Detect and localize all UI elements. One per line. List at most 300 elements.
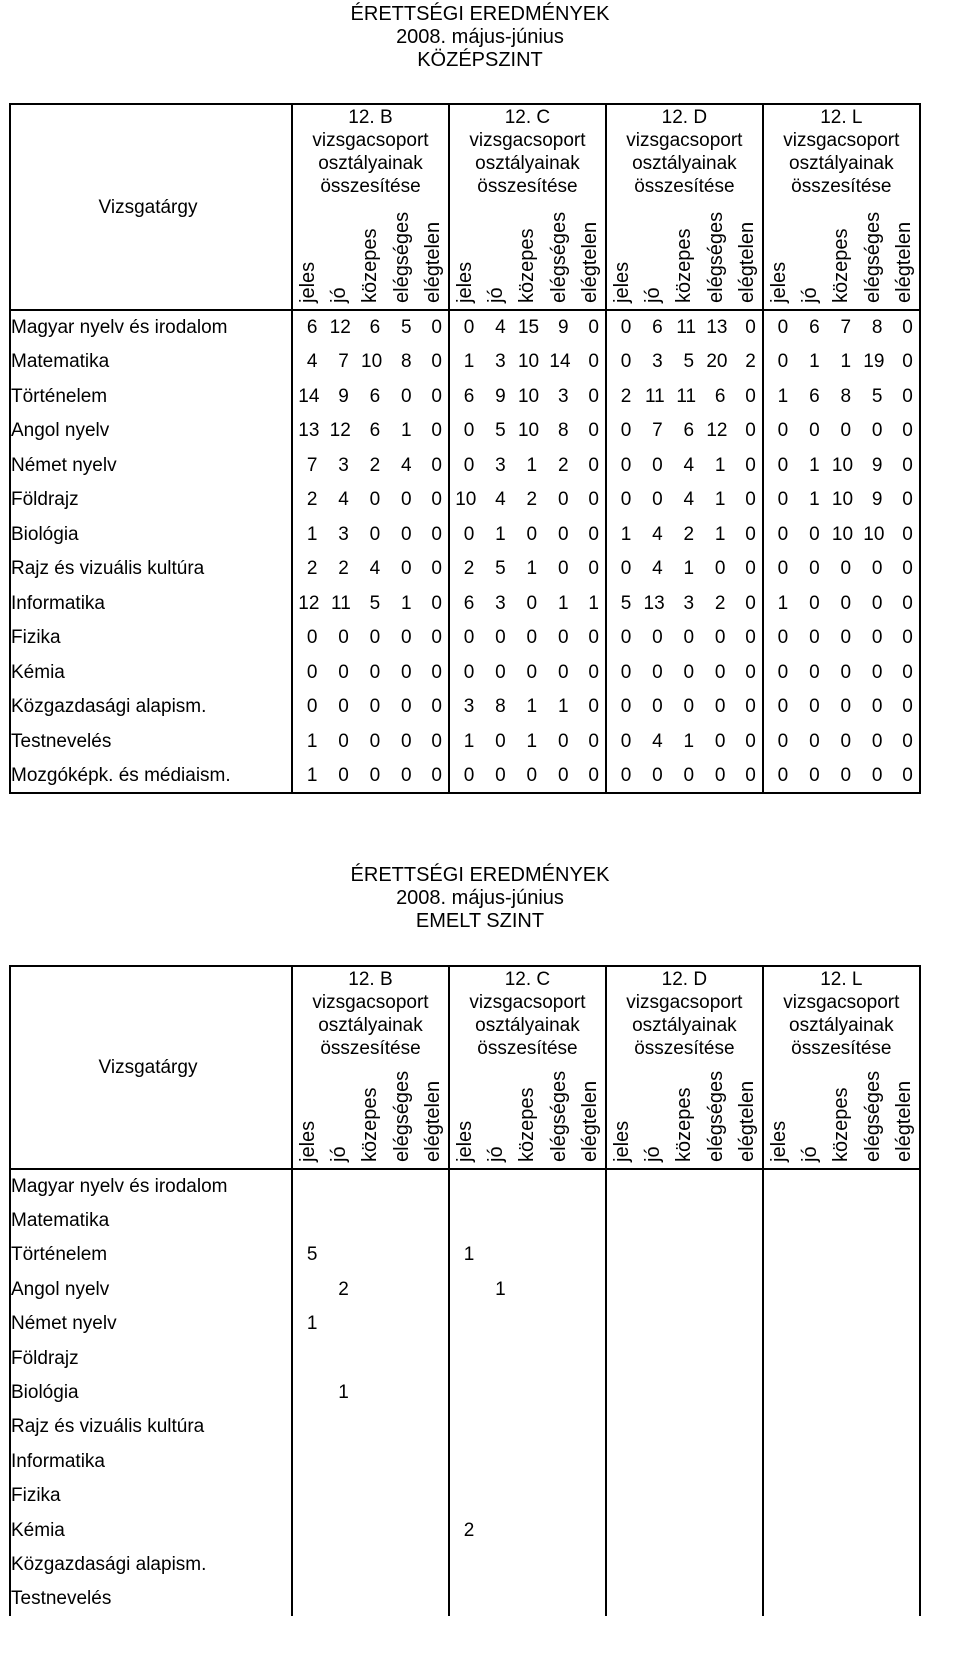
value-cell: 0 — [888, 379, 919, 414]
subject-name: Történelem — [10, 379, 292, 414]
value-cell — [418, 1169, 449, 1203]
value-cell: 0 — [871, 696, 883, 718]
value-cell: 4 — [683, 489, 695, 511]
value-cell — [606, 1582, 637, 1616]
value-cell: 0 — [575, 517, 606, 552]
value-cell — [449, 1307, 480, 1341]
value-cell — [763, 1169, 794, 1203]
section-1-title — [0, 3, 960, 72]
value-cell: 0 — [652, 627, 663, 649]
value-cell: 0 — [557, 558, 569, 580]
value-cell: 11 — [676, 317, 697, 339]
value-cell: 3 — [683, 592, 695, 614]
value-cell — [888, 1272, 919, 1306]
value-cell — [543, 1307, 574, 1341]
value-cell — [355, 1203, 386, 1237]
value-cell — [292, 1169, 323, 1203]
value-cell — [418, 1444, 449, 1478]
value-cell: 0 — [714, 661, 726, 683]
value-cell — [543, 1272, 574, 1306]
value-cell: 2 — [369, 454, 381, 476]
value-cell: 3 — [338, 454, 349, 476]
value-cell — [700, 1341, 731, 1375]
value-cell — [512, 1272, 543, 1306]
value-cell — [700, 1547, 731, 1581]
value-cell — [888, 1444, 919, 1478]
value-cell — [418, 1513, 449, 1547]
value-cell: 0 — [731, 552, 762, 587]
title-line: EMELT SZINT — [415, 910, 545, 932]
value-cell — [449, 1341, 480, 1375]
grade-label: elégtelen — [735, 221, 758, 303]
value-cell: 8 — [840, 385, 852, 407]
value-cell: 0 — [418, 517, 449, 552]
value-cell — [418, 1307, 449, 1341]
value-cell — [543, 1203, 574, 1237]
value-cell — [637, 1513, 668, 1547]
value-cell: 0 — [557, 661, 569, 683]
value-cell — [606, 1272, 637, 1306]
grade-header — [449, 204, 480, 310]
value-cell — [449, 1272, 480, 1306]
value-cell — [669, 1479, 700, 1513]
value-cell — [794, 1410, 825, 1444]
value-cell: 0 — [306, 627, 318, 649]
value-cell — [794, 1238, 825, 1272]
table-row — [10, 690, 920, 725]
subject-name: Informatika — [10, 1444, 292, 1478]
value-cell: 1 — [683, 558, 695, 580]
value-cell: 0 — [575, 690, 606, 725]
grade-label: elégtelen — [578, 221, 601, 303]
value-cell: 0 — [888, 310, 919, 345]
value-cell — [355, 1444, 386, 1478]
table-row — [10, 1238, 920, 1272]
subject-name: Magyar nyelv és irodalom — [10, 1169, 292, 1203]
value-cell: 2 — [338, 1278, 349, 1300]
value-cell — [386, 1582, 417, 1616]
value-cell: 0 — [575, 483, 606, 518]
value-cell — [700, 1410, 731, 1444]
value-cell — [480, 1582, 511, 1616]
value-cell: 1 — [714, 454, 726, 476]
value-cell — [700, 1238, 731, 1272]
value-cell: 12 — [706, 420, 728, 442]
value-cell — [512, 1479, 543, 1513]
value-cell: 1 — [557, 696, 569, 718]
value-cell: 0 — [620, 696, 632, 718]
value-cell — [480, 1307, 511, 1341]
value-cell: 1 — [777, 592, 789, 614]
value-cell — [323, 1169, 354, 1203]
value-cell — [637, 1341, 668, 1375]
value-cell: 5 — [369, 592, 381, 614]
value-cell: 9 — [338, 385, 349, 407]
value-cell — [606, 1375, 637, 1409]
value-cell — [826, 1203, 857, 1237]
value-cell — [669, 1341, 700, 1375]
value-cell — [763, 1410, 794, 1444]
grade-label: jeles — [768, 261, 791, 303]
value-cell: 0 — [418, 483, 449, 518]
value-cell — [794, 1169, 825, 1203]
value-cell — [323, 1307, 354, 1341]
value-cell — [323, 1582, 354, 1616]
value-cell: 0 — [418, 690, 449, 725]
value-cell — [606, 1341, 637, 1375]
grade-header — [669, 1067, 700, 1169]
grade-label: elégséges — [704, 211, 727, 303]
value-cell: 5 — [400, 317, 412, 339]
grade-header — [637, 204, 668, 310]
value-cell: 2 — [463, 1519, 475, 1541]
group-header-line: osztályainak — [632, 153, 737, 174]
value-cell: 0 — [888, 448, 919, 483]
value-cell — [888, 1513, 919, 1547]
value-cell: 0 — [575, 310, 606, 345]
value-cell: 1 — [463, 351, 475, 373]
group-header-line: vizsgacsoport — [312, 992, 429, 1013]
value-cell: 0 — [386, 759, 417, 794]
subject-name: Földrajz — [10, 1341, 292, 1375]
value-cell: 6 — [652, 317, 663, 339]
value-cell: 0 — [731, 724, 762, 759]
value-cell — [292, 1444, 323, 1478]
value-cell — [292, 1582, 323, 1616]
value-cell — [480, 1410, 511, 1444]
value-cell: 10 — [361, 351, 383, 373]
value-cell: 13 — [298, 420, 320, 442]
value-cell: 2 — [557, 454, 569, 476]
grade-header — [700, 204, 731, 310]
value-cell — [857, 1513, 888, 1547]
value-cell — [794, 1341, 825, 1375]
value-cell: 2 — [306, 489, 318, 511]
grade-header — [512, 204, 543, 310]
value-cell — [763, 1513, 794, 1547]
value-cell: 8 — [871, 317, 883, 339]
subject-name: Német nyelv — [10, 1307, 292, 1341]
value-cell: 1 — [557, 592, 569, 614]
value-cell: 0 — [809, 627, 820, 649]
value-cell — [826, 1341, 857, 1375]
title-line: 2008. május-június — [396, 26, 564, 48]
value-cell — [637, 1203, 668, 1237]
value-cell: 0 — [418, 759, 449, 794]
value-cell: 6 — [714, 385, 726, 407]
value-cell: 1 — [526, 454, 538, 476]
section-2-title — [0, 864, 960, 933]
value-cell: 11 — [676, 385, 697, 407]
value-cell — [386, 1444, 417, 1478]
value-cell: 19 — [863, 351, 885, 373]
value-cell — [637, 1169, 668, 1203]
value-cell — [731, 1479, 762, 1513]
value-cell: 0 — [369, 489, 381, 511]
value-cell — [449, 1479, 480, 1513]
value-cell: 2 — [463, 558, 475, 580]
value-cell: 0 — [652, 661, 663, 683]
subject-name: Közgazdasági alapism. — [10, 1547, 292, 1581]
group-header — [763, 104, 920, 204]
value-cell — [606, 1547, 637, 1581]
value-cell — [857, 1169, 888, 1203]
group-header-line: 12. C — [504, 107, 551, 128]
table-row — [10, 414, 920, 449]
value-cell — [386, 1203, 417, 1237]
value-cell — [355, 1582, 386, 1616]
value-cell — [637, 1375, 668, 1409]
grade-label: elégtelen — [892, 1080, 915, 1162]
value-cell — [355, 1272, 386, 1306]
value-cell: 10 — [517, 420, 540, 442]
group-header — [606, 104, 763, 204]
grade-label: jeles — [297, 261, 320, 303]
grade-label: közepes — [830, 1087, 853, 1162]
value-cell — [794, 1547, 825, 1581]
value-cell — [700, 1375, 731, 1409]
value-cell — [575, 1169, 606, 1203]
value-cell: 0 — [480, 759, 511, 794]
value-cell: 3 — [495, 454, 506, 476]
value-cell: 0 — [700, 759, 731, 794]
value-cell — [606, 1479, 637, 1513]
results-table-emelt-szint — [9, 965, 921, 1616]
group-header — [449, 104, 606, 204]
title-line: 2008. május-június — [396, 887, 564, 909]
value-cell: 0 — [777, 351, 789, 373]
value-cell — [543, 1444, 574, 1478]
value-cell — [292, 1513, 323, 1547]
value-cell — [857, 1272, 888, 1306]
value-cell: 10 — [831, 454, 854, 476]
value-cell: 0 — [369, 661, 381, 683]
value-cell: 0 — [731, 310, 762, 345]
group-header-line: vizsgacsoport — [626, 992, 743, 1013]
value-cell: 0 — [449, 759, 480, 794]
value-cell: 0 — [369, 627, 381, 649]
value-cell — [888, 1582, 919, 1616]
value-cell: 0 — [463, 661, 475, 683]
value-cell: 0 — [777, 730, 789, 752]
value-cell — [480, 1444, 511, 1478]
value-cell: 0 — [871, 420, 883, 442]
value-cell — [669, 1238, 700, 1272]
table-row — [10, 1307, 920, 1341]
value-cell — [292, 1272, 323, 1306]
value-cell — [731, 1375, 762, 1409]
value-cell — [731, 1513, 762, 1547]
value-cell — [606, 1203, 637, 1237]
value-cell: 12 — [329, 317, 351, 339]
table-row — [10, 586, 920, 621]
grade-header — [669, 204, 700, 310]
value-cell: 0 — [731, 448, 762, 483]
value-cell — [543, 1341, 574, 1375]
grade-label: elégtelen — [735, 1080, 758, 1162]
value-cell: 1 — [526, 558, 538, 580]
grade-header — [700, 1067, 731, 1169]
grade-label: közepes — [673, 228, 696, 303]
value-cell — [543, 1513, 574, 1547]
value-cell — [669, 1375, 700, 1409]
value-cell: 0 — [575, 621, 606, 656]
subject-name: Matematika — [10, 1203, 292, 1237]
value-cell: 0 — [652, 696, 663, 718]
value-cell — [857, 1375, 888, 1409]
group-header-line: vizsgacsoport — [312, 130, 429, 151]
grade-label: közepes — [516, 228, 539, 303]
value-cell — [480, 1375, 511, 1409]
grade-header — [888, 1067, 919, 1169]
value-cell: 0 — [495, 627, 506, 649]
value-cell — [449, 1203, 480, 1237]
value-cell — [386, 1307, 417, 1341]
value-cell: 0 — [683, 627, 695, 649]
value-cell: 4 — [338, 489, 349, 511]
grade-label: jeles — [297, 1120, 320, 1162]
value-cell — [731, 1341, 762, 1375]
value-cell — [700, 1513, 731, 1547]
value-cell: 0 — [777, 317, 789, 339]
value-cell — [700, 1307, 731, 1341]
value-cell — [418, 1375, 449, 1409]
value-cell — [512, 1169, 543, 1203]
value-cell — [543, 1375, 574, 1409]
value-cell: 0 — [871, 627, 883, 649]
grade-header — [512, 1067, 543, 1169]
value-cell — [731, 1547, 762, 1581]
value-cell: 0 — [557, 523, 569, 545]
value-cell: 6 — [369, 385, 381, 407]
value-cell: 0 — [794, 759, 825, 794]
value-cell — [857, 1410, 888, 1444]
value-cell: 0 — [888, 552, 919, 587]
group-header-line: összesítése — [791, 1038, 892, 1059]
value-cell — [575, 1582, 606, 1616]
value-cell: 0 — [888, 690, 919, 725]
subject-name: Biológia — [10, 517, 292, 552]
value-cell: 1 — [809, 351, 820, 373]
grade-header — [449, 1067, 480, 1169]
value-cell — [763, 1203, 794, 1237]
value-cell: 0 — [731, 483, 762, 518]
value-cell — [731, 1272, 762, 1306]
value-cell: 0 — [306, 696, 318, 718]
group-header-line: összesítése — [320, 176, 421, 197]
group-header-line: vizsgacsoport — [626, 130, 743, 151]
value-cell — [731, 1307, 762, 1341]
value-cell: 0 — [888, 655, 919, 690]
value-cell: 0 — [763, 759, 794, 794]
grade-label: jeles — [611, 1120, 634, 1162]
value-cell: 0 — [888, 724, 919, 759]
value-cell: 2 — [338, 558, 349, 580]
value-cell: 0 — [355, 759, 386, 794]
grade-header — [575, 204, 606, 310]
subject-name: Rajz és vizuális kultúra — [10, 1410, 292, 1444]
value-cell: 0 — [809, 730, 820, 752]
value-cell: 0 — [871, 592, 883, 614]
value-cell — [606, 1444, 637, 1478]
subject-name: Testnevelés — [10, 1582, 292, 1616]
value-cell — [763, 1444, 794, 1478]
value-cell: 0 — [620, 454, 632, 476]
value-cell — [888, 1341, 919, 1375]
value-cell: 0 — [714, 627, 726, 649]
subject-name: Földrajz — [10, 483, 292, 518]
value-cell — [888, 1547, 919, 1581]
table-row — [10, 483, 920, 518]
value-cell — [826, 1444, 857, 1478]
group-header-line: osztályainak — [475, 1015, 580, 1036]
value-cell — [606, 1513, 637, 1547]
value-cell — [826, 1410, 857, 1444]
value-cell — [857, 1238, 888, 1272]
value-cell: 3 — [652, 351, 663, 373]
value-cell — [418, 1582, 449, 1616]
value-cell: 0 — [418, 655, 449, 690]
value-cell: 1 — [526, 696, 538, 718]
value-cell — [543, 1582, 574, 1616]
value-cell: 3 — [338, 523, 349, 545]
value-cell — [480, 1513, 511, 1547]
grade-header — [386, 1067, 417, 1169]
value-cell — [418, 1547, 449, 1581]
value-cell — [575, 1479, 606, 1513]
value-cell — [826, 1375, 857, 1409]
grade-header — [826, 204, 857, 310]
value-cell — [637, 1307, 668, 1341]
value-cell: 0 — [888, 621, 919, 656]
value-cell — [606, 1307, 637, 1341]
value-cell: 0 — [871, 661, 883, 683]
grade-label: elégséges — [547, 211, 570, 303]
subject-column-header: Vizsgatárgy — [10, 966, 292, 1169]
value-cell — [512, 1307, 543, 1341]
grade-header — [763, 1067, 794, 1169]
value-cell: 2 — [526, 489, 538, 511]
subject-name: Angol nyelv — [10, 1272, 292, 1306]
subject-name: Kémia — [10, 655, 292, 690]
value-cell: 0 — [888, 586, 919, 621]
value-cell: 0 — [463, 317, 475, 339]
value-cell: 0 — [731, 621, 762, 656]
value-cell: 9 — [871, 489, 883, 511]
table-row — [10, 1410, 920, 1444]
group-header-line: osztályainak — [318, 153, 423, 174]
value-cell: 0 — [731, 655, 762, 690]
value-cell: 0 — [418, 586, 449, 621]
value-cell — [731, 1410, 762, 1444]
group-header — [606, 966, 763, 1067]
value-cell: 0 — [338, 627, 349, 649]
value-cell — [888, 1375, 919, 1409]
value-cell — [826, 1169, 857, 1203]
value-cell — [606, 1169, 637, 1203]
value-cell: 0 — [888, 345, 919, 380]
value-cell — [637, 1238, 668, 1272]
value-cell: 0 — [809, 661, 820, 683]
value-cell — [794, 1444, 825, 1478]
value-cell: 1 — [620, 523, 632, 545]
value-cell: 0 — [463, 420, 475, 442]
value-cell — [543, 1169, 574, 1203]
value-cell — [355, 1341, 386, 1375]
value-cell — [700, 1479, 731, 1513]
value-cell: 0 — [418, 310, 449, 345]
value-cell — [731, 1238, 762, 1272]
